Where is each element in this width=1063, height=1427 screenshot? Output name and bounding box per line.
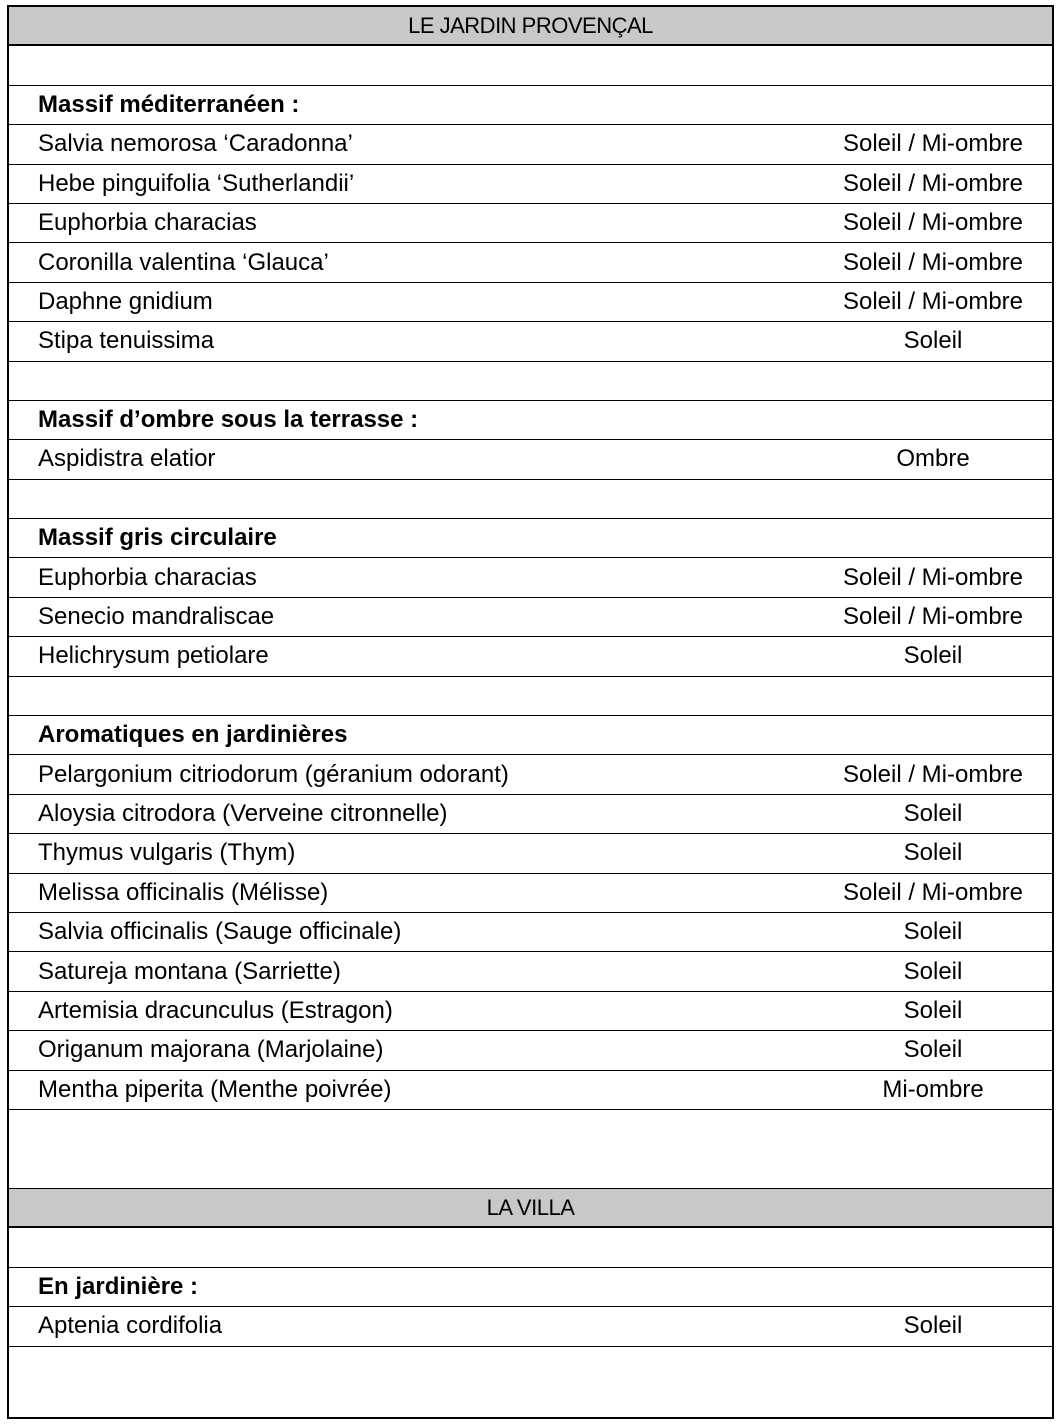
- plant-exposure: Soleil: [903, 918, 963, 946]
- plant-name: Euphorbia characias: [38, 563, 257, 591]
- plant-name: Daphne gnidium: [38, 287, 213, 315]
- plant-exposure: Mi-ombre: [882, 1075, 984, 1103]
- header-villa: [9, 1189, 1052, 1228]
- plant-name: Hebe pinguifolia ‘Sutherlandii’: [38, 169, 355, 197]
- plant-name: Coronilla valentina ‘Glauca’: [38, 248, 329, 276]
- plant-exposure: Soleil: [903, 839, 963, 867]
- plant-row: [9, 874, 1052, 913]
- section-row: [9, 86, 1052, 125]
- plant-name: Melissa officinalis (Mélisse): [38, 878, 329, 906]
- plant-name: Artemisia dracunculus (Estragon): [38, 996, 393, 1024]
- section-title: Aromatiques en jardinières: [38, 721, 348, 749]
- plant-exposure: Soleil: [903, 1036, 963, 1064]
- plant-exposure: Soleil / Mi-ombre: [842, 760, 1024, 788]
- plant-row: [9, 283, 1052, 322]
- plant-name: Satureja montana (Sarriette): [38, 957, 341, 985]
- plant-exposure: Soleil / Mi-ombre: [842, 130, 1024, 158]
- plant-exposure: Soleil: [903, 642, 963, 670]
- plant-name: Senecio mandraliscae: [38, 603, 275, 631]
- plant-exposure: Soleil: [903, 1312, 963, 1340]
- plant-row: [9, 913, 1052, 952]
- plant-exposure: Ombre: [896, 445, 970, 473]
- plant-row: [9, 165, 1052, 204]
- plant-name: Aspidistra elatior: [38, 445, 216, 473]
- plant-row: [9, 1307, 1052, 1346]
- plant-exposure: Soleil: [903, 957, 963, 985]
- section-row: [9, 1268, 1052, 1307]
- plant-name: Euphorbia characias: [38, 209, 257, 237]
- plant-row: [9, 637, 1052, 676]
- spacer-row: [9, 1228, 1052, 1267]
- spacer-row: [9, 362, 1052, 401]
- spacer-row: [9, 1347, 1052, 1386]
- header-jardin: [9, 7, 1052, 46]
- plant-name: Aptenia cordifolia: [38, 1312, 223, 1340]
- plant-name: Salvia nemorosa ‘Caradonna’: [38, 130, 353, 158]
- spacer-row: [9, 480, 1052, 519]
- section-row: [9, 401, 1052, 440]
- plant-exposure: Soleil / Mi-ombre: [842, 603, 1024, 631]
- plant-exposure: Soleil / Mi-ombre: [842, 287, 1024, 315]
- plant-name: Stipa tenuissima: [38, 327, 215, 355]
- header-jardin-title: LE JARDIN PROVENÇAL: [408, 12, 653, 38]
- plant-row: [9, 598, 1052, 637]
- section-title: Massif d’ombre sous la terrasse :: [38, 406, 419, 434]
- plant-list-table: [7, 5, 1054, 1419]
- section-title: Massif gris circulaire: [38, 524, 277, 552]
- plant-name: Aloysia citrodora (Verveine citronnelle): [38, 800, 448, 827]
- header-villa-title: LA VILLA: [486, 1194, 575, 1220]
- plant-name: Salvia officinalis (Sauge officinale): [38, 918, 402, 946]
- plant-row: [9, 322, 1052, 361]
- section-row: [9, 716, 1052, 755]
- spacer-row: [9, 1110, 1052, 1189]
- plant-row: [9, 440, 1052, 479]
- section-row: [9, 519, 1052, 558]
- spacer-row: [9, 677, 1052, 716]
- spacer-row: [9, 46, 1052, 85]
- plant-exposure: Soleil: [903, 800, 963, 827]
- plant-row: [9, 795, 1052, 834]
- plant-row: [9, 1031, 1052, 1070]
- plant-name: Helichrysum petiolare: [38, 642, 269, 670]
- plant-row: [9, 992, 1052, 1031]
- plant-exposure: Soleil / Mi-ombre: [842, 878, 1024, 906]
- section-title: En jardinière :: [38, 1272, 199, 1300]
- plant-exposure: Soleil / Mi-ombre: [842, 169, 1024, 197]
- plant-row: [9, 204, 1052, 243]
- plant-name: Origanum majorana (Marjolaine): [38, 1036, 384, 1064]
- plant-exposure: Soleil / Mi-ombre: [842, 563, 1024, 591]
- plant-row: [9, 125, 1052, 164]
- plant-name: Mentha piperita (Menthe poivrée): [38, 1075, 392, 1103]
- section-title: Massif méditerranéen :: [38, 90, 300, 118]
- plant-exposure: Soleil: [903, 327, 963, 355]
- plant-exposure: Soleil / Mi-ombre: [842, 209, 1024, 237]
- plant-exposure: Soleil: [903, 996, 963, 1024]
- plant-row: [9, 755, 1052, 794]
- plant-name: Pelargonium citriodorum (géranium odorant): [38, 760, 509, 788]
- plant-row: [9, 834, 1052, 873]
- plant-name: Thymus vulgaris (Thym): [38, 839, 296, 867]
- plant-exposure: Soleil / Mi-ombre: [842, 248, 1024, 276]
- plant-row: [9, 952, 1052, 991]
- plant-row: [9, 243, 1052, 282]
- plant-row: [9, 1071, 1052, 1110]
- plant-row: [9, 558, 1052, 597]
